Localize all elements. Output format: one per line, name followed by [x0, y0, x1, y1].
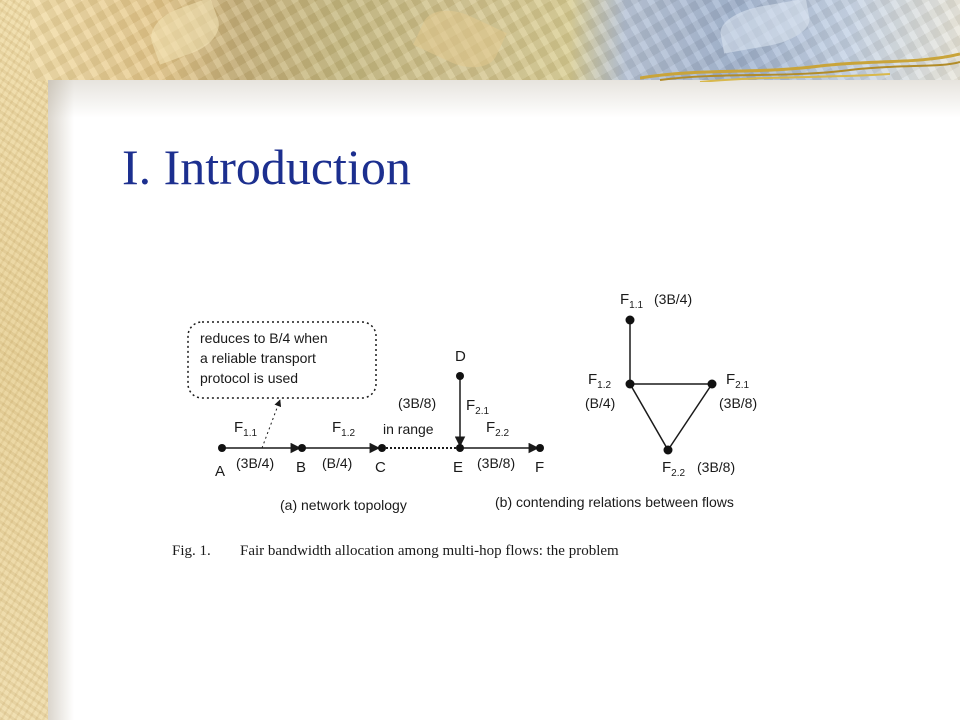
node-label: F: [535, 459, 545, 476]
contention-node-f21: [708, 380, 717, 389]
node-label: A: [215, 463, 226, 480]
rate-label: (3B/8): [398, 395, 437, 411]
flow-label: $F_{2.2}$: [486, 419, 510, 439]
node-a: [218, 444, 226, 452]
node-d: [456, 372, 464, 380]
callout-pointer: [262, 400, 280, 448]
rate-label: (B/4): [322, 455, 353, 471]
figure-caption-text: Fair bandwidth allocation among multi-hop flows: the problem: [240, 543, 619, 559]
contention-rate-label: (3B/4): [654, 291, 693, 307]
node-f: [536, 444, 544, 452]
node-b: [298, 444, 306, 452]
in-range-label: in range: [383, 421, 434, 437]
node-e: [456, 444, 464, 452]
contention-rate-label: (3B/8): [697, 459, 736, 475]
flow-label: $F_{1.1}$: [234, 419, 258, 439]
contention-rate-label: (B/4): [585, 395, 616, 411]
contention-rate-label: (3B/8): [719, 395, 758, 411]
contention-node-label: $F_{2.1}$: [726, 371, 750, 391]
node-label: D: [455, 348, 466, 365]
flow-label: $F_{2.1}$: [466, 397, 490, 417]
node-label: E: [453, 459, 464, 476]
rate-label: (3B/8): [477, 455, 516, 471]
contention-node-f12: [626, 380, 635, 389]
rate-label: (3B/4): [236, 455, 275, 471]
figure-caption-prefix: Fig. 1.: [172, 543, 211, 559]
callout-line: reduces to B/4 when: [200, 330, 328, 346]
edge-f12-f22: [630, 384, 668, 450]
callout-line: protocol is used: [200, 370, 299, 386]
node-c: [378, 444, 386, 452]
callout-line: a reliable transport: [200, 350, 316, 366]
contention-node-label: $F_{1.1}$: [620, 291, 644, 311]
edge-f21-f22: [668, 384, 712, 450]
contention-node-f22: [664, 446, 673, 455]
contention-node-label: $F_{2.2}$: [662, 459, 686, 479]
contention-node-f11: [626, 316, 635, 325]
node-label: B: [296, 459, 307, 476]
page-title: I. Introduction: [122, 139, 411, 195]
node-label: C: [375, 459, 386, 476]
panel-a-label: (a) network topology: [280, 497, 407, 513]
contention-node-label: $F_{1.2}$: [588, 371, 612, 391]
flow-label: $F_{1.2}$: [332, 419, 356, 439]
panel-b-label: (b) contending relations between flows: [495, 494, 734, 510]
